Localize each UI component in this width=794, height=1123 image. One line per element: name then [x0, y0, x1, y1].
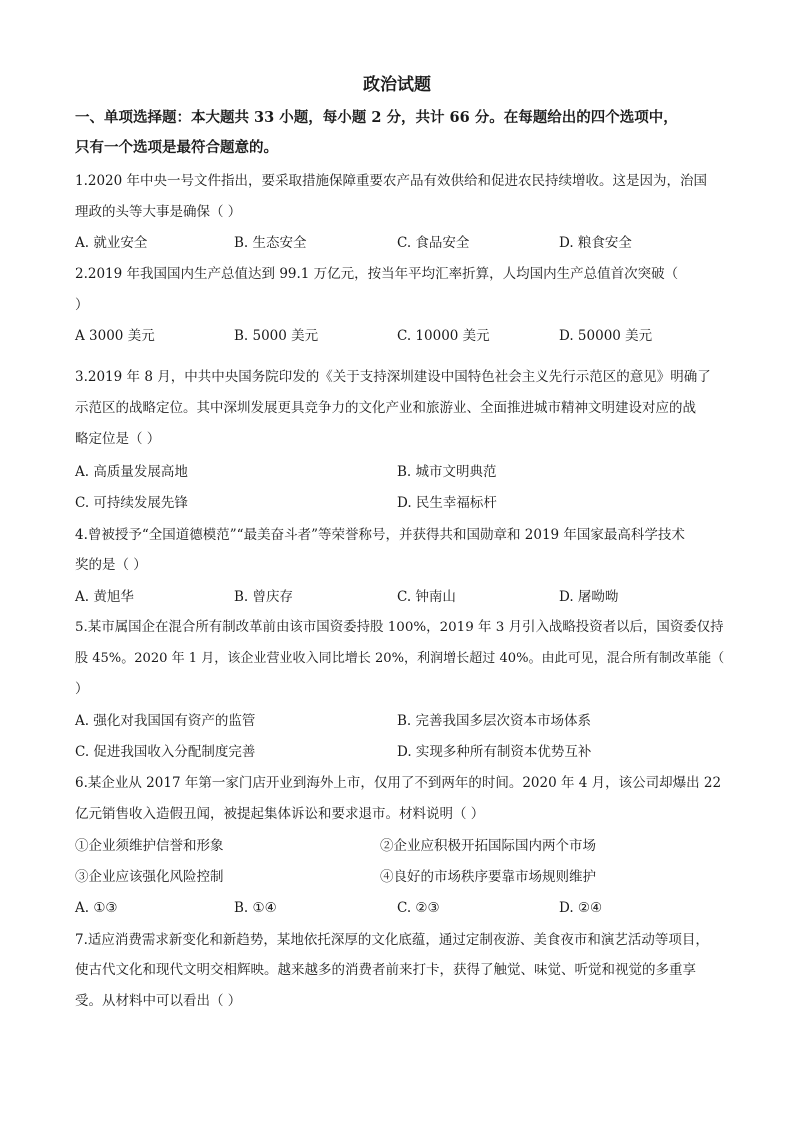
question-1-line-1: 1.2020 年中央一号文件指出，要采取措施保障重要农产品有效供给和促进农民持续增收。这是因为，治国	[75, 173, 708, 189]
question-6-line-1: 6.某企业从 2017 年第一家门店开业到海外上市，仅用了不到两年的时间。2020 年 4 月，该公司却爆出 22	[75, 775, 722, 791]
page-title: 政治试题	[363, 75, 431, 95]
question-6-option-d[interactable]: D. ②④	[559, 900, 603, 916]
question-2-option-d[interactable]: D. 50000 美元	[559, 328, 653, 344]
question-3-option-a[interactable]: A. 高质量发展高地	[75, 464, 188, 480]
question-2-line-2: ）	[75, 297, 89, 313]
question-7-line-1: 7.适应消费需求新变化和新趋势，某地依托深厚的文化底蕴，通过定制夜游、美食夜市和演艺活动等项目，	[75, 932, 709, 948]
question-3-line-2: 示范区的战略定位。其中深圳发展更具竞争力的文化产业和旅游业、全面推进城市精神文明建设对应的战	[75, 400, 696, 416]
question-3-line-3: 略定位是（ ）	[75, 431, 161, 447]
question-5-option-d[interactable]: D. 实现多种所有制资本优势互补	[397, 744, 592, 760]
section-heading-line-1: 一、单项选择题：本大题共 33 小题，每小题 2 分，共计 66 分。在每题给出的四个选项中，	[75, 109, 678, 126]
question-5-line-3: ）	[75, 681, 89, 697]
question-6-statement-2: ②企业应积极开拓国际国内两个市场	[380, 838, 596, 854]
question-2-line-1: 2.2019 年我国国内生产总值达到 99.1 万亿元，按当年平均汇率折算，人均国内生产总值首次突破（	[75, 266, 679, 282]
question-6-option-c[interactable]: C. ②③	[397, 900, 440, 916]
question-6-option-a[interactable]: A. ①③	[75, 900, 118, 916]
question-2-option-c[interactable]: C. 10000 美元	[397, 328, 490, 344]
question-6-statement-3: ③企业应该强化风险控制	[75, 869, 224, 885]
question-4-option-d[interactable]: D. 屠呦呦	[559, 589, 619, 605]
question-1-option-d[interactable]: D. 粮食安全	[559, 235, 632, 251]
question-3-option-b[interactable]: B. 城市文明典范	[397, 464, 497, 480]
question-6-statement-4: ④良好的市场秩序要靠市场规则维护	[380, 869, 596, 885]
question-2-option-b[interactable]: B. 5000 美元	[234, 328, 319, 344]
question-7-line-2: 使古代文化和现代文明交相辉映。越来越多的消费者前来打卡，获得了触觉、味觉、听觉和视觉的多重享	[75, 962, 696, 978]
section-heading	[75, 103, 725, 163]
section-heading-line-2: 只有一个选项是最符合题意的。	[75, 139, 278, 156]
question-1-line-2: 理政的头等大事是确保（ ）	[75, 204, 242, 220]
question-5-option-a[interactable]: A. 强化对我国国有资产的监管	[75, 713, 256, 729]
question-4-line-1: 4.曾被授予“全国道德模范”“最美奋斗者”等荣誉称号，并获得共和国勋章和 2019 年国家最高科学技术	[75, 527, 685, 543]
question-3-option-d[interactable]: D. 民生幸福标杆	[397, 495, 497, 511]
question-6-option-b[interactable]: B. ①④	[234, 900, 277, 916]
question-5-line-2: 股 45%。2020 年 1 月，该企业营业收入同比增长 20%，利润增长超过 40%。由此可见，混合所有制改革能（	[75, 651, 725, 666]
question-4-option-b[interactable]: B. 曾庆存	[234, 589, 294, 605]
question-2-option-a[interactable]: A 3000 美元	[75, 328, 155, 344]
question-3-line-1: 3.2019 年 8 月，中共中央国务院印发的《关于支持深圳建设中国特色社会主义先行示范区的意见》明确了	[75, 369, 711, 385]
question-7-line-3: 受。从材料中可以看出（ ）	[75, 993, 242, 1009]
question-4-option-a[interactable]: A. 黄旭华	[75, 589, 134, 605]
question-4-line-2: 奖的是（ ）	[75, 557, 147, 573]
question-1-option-a[interactable]: A. 就业安全	[75, 235, 148, 251]
question-6-statement-1: ①企业须维护信誉和形象	[75, 838, 224, 854]
question-1-option-c[interactable]: C. 食品安全	[397, 235, 470, 251]
question-1-option-b[interactable]: B. 生态安全	[234, 235, 307, 251]
question-5-line-1: 5.某市属国企在混合所有制改革前由该市国资委持股 100%，2019 年 3 月引入战略投资者以后，国资委仅持	[75, 620, 724, 635]
question-5-option-c[interactable]: C. 促进我国收入分配制度完善	[75, 744, 256, 760]
question-5-option-b[interactable]: B. 完善我国多层次资本市场体系	[397, 713, 592, 729]
question-3-option-c[interactable]: C. 可持续发展先锋	[75, 495, 188, 511]
question-4-option-c[interactable]: C. 钟南山	[397, 589, 456, 605]
question-6-line-2: 亿元销售收入造假丑闻，被提起集体诉讼和要求退市。材料说明（ ）	[75, 806, 485, 822]
